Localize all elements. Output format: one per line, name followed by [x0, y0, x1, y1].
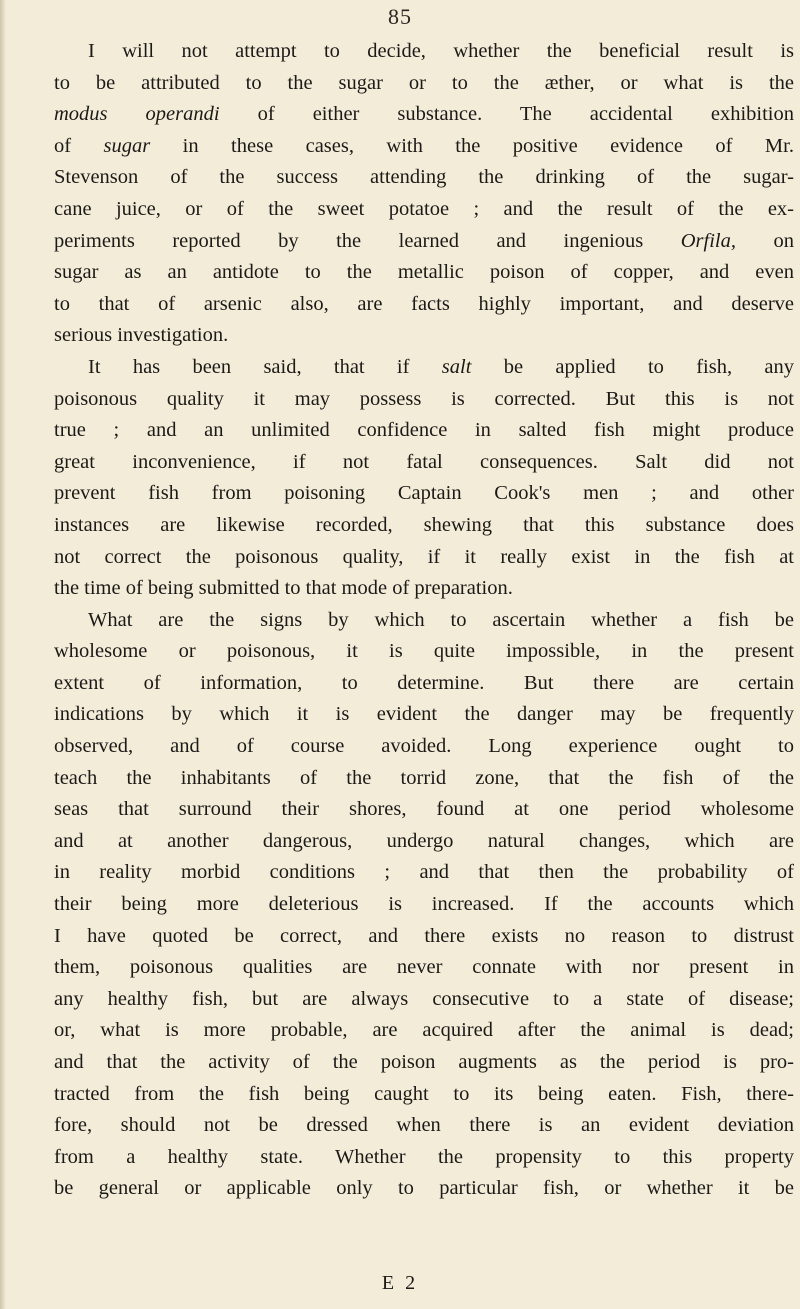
text-span: wholesome or poisonous, it is quite impossible, in the present [54, 640, 794, 663]
text-span: not correct the poisonous quality, if it really exist in the fish at [54, 545, 794, 568]
text-line [54, 162, 794, 194]
text-line [54, 510, 794, 542]
text-span: Stevenson of the success attending the drinking of the sugar- [54, 166, 794, 189]
text-line [54, 1142, 794, 1174]
text-span: cane juice, or of the sweet potatoe ; and the result of the ex- [54, 197, 794, 220]
text-span: to that of arsenic also, are facts highly important, and deserve [54, 292, 794, 315]
text-span: extent of information, to determine. But there are certain [54, 671, 794, 694]
text-span: periments reported by the learned and ingenious [54, 229, 681, 252]
text-line [54, 352, 794, 384]
text-line [54, 889, 794, 921]
italic-span: modus operandi [54, 103, 220, 126]
text-span: poisonous quality it may possess is corrected. But this is not [54, 387, 794, 410]
text-line [54, 1047, 794, 1079]
text-span: of [54, 134, 104, 157]
text-line [54, 289, 794, 321]
italic-span: sugar [103, 134, 151, 157]
text-span: their being more deleterious is increased. If the accounts which [54, 893, 794, 916]
text-line [54, 794, 794, 826]
text-line [54, 1079, 794, 1111]
italic-span: Orfila, [680, 229, 736, 252]
page-edge-shadow [0, 0, 6, 1309]
text-line [54, 226, 794, 258]
signature-mark: E 2 [381, 1272, 419, 1294]
text-line [54, 131, 794, 163]
text-span: teach the inhabitants of the torrid zone, that the fish of the [54, 766, 794, 789]
text-span: prevent fish from poisoning Captain Cook's men ; and other [54, 482, 794, 505]
text-line [54, 605, 794, 637]
text-span: tracted from the fish being caught to its being eaten. Fish, there- [54, 1082, 794, 1105]
text-line [54, 668, 794, 700]
text-span: from a healthy state. Whether the propensity to this property [54, 1145, 794, 1168]
text-span: seas that surround their shores, found at one period wholesome [54, 798, 794, 821]
text-line [54, 952, 794, 984]
text-line [54, 415, 794, 447]
text-line [54, 573, 794, 605]
text-line [54, 731, 794, 763]
text-line [54, 99, 794, 131]
text-line [54, 384, 794, 416]
text-span: instances are likewise recorded, shewing that this substance does [54, 513, 794, 536]
text-span: I will not attempt to decide, whether the beneficial result is [88, 40, 794, 62]
text-span: fore, should not be dressed when there is an evident deviation [54, 1114, 794, 1137]
text-span: serious investigation. [54, 324, 229, 347]
text-span: observed, and of course avoided. Long experience ought to [54, 735, 794, 758]
text-span: of either substance. The accidental exhibition [219, 103, 794, 126]
text-line [54, 478, 794, 510]
text-line [54, 921, 794, 953]
page-number: 85 [388, 4, 412, 29]
text-span: or, what is more probable, are acquired after the animal is dead; [54, 1019, 794, 1042]
text-span: be general or applicable only to particular fish, or whether it be [54, 1177, 794, 1200]
text-line [54, 763, 794, 795]
text-span: What are the signs by which to ascertain whether a fish be [88, 608, 794, 631]
text-span: and at another dangerous, undergo natural changes, which are [54, 829, 794, 852]
text-line [54, 699, 794, 731]
text-line [54, 257, 794, 289]
text-span: the time of being submitted to that mode of preparation. [54, 577, 513, 600]
text-line [54, 36, 794, 68]
text-span: in reality morbid conditions ; and that then the probability of [54, 861, 794, 884]
italic-span: salt [441, 355, 472, 378]
text-span: to be attributed to the sugar or to the æther, or what is the [54, 71, 794, 94]
text-span: sugar as an antidote to the metallic poison of copper, and even [54, 261, 794, 284]
text-span: be applied to fish, any [471, 355, 794, 378]
text-line [54, 857, 794, 889]
text-span: them, poisonous qualities are never connate with nor present in [54, 956, 794, 979]
text-line [54, 1173, 794, 1205]
text-line [54, 1110, 794, 1142]
text-line [54, 194, 794, 226]
text-span: It has been said, that if [88, 355, 442, 378]
text-line [54, 826, 794, 858]
text-line [54, 1015, 794, 1047]
text-span: great inconvenience, if not fatal consequences. Salt did not [54, 450, 794, 473]
text-line [54, 984, 794, 1016]
text-line [54, 320, 794, 352]
text-line [54, 636, 794, 668]
body-text [54, 36, 794, 1205]
text-span: indications by which it is evident the danger may be frequently [54, 703, 794, 726]
text-line [54, 68, 794, 100]
text-span: on [736, 229, 794, 252]
text-span: and that the activity of the poison augments as the period is pro- [54, 1051, 794, 1073]
text-line [54, 447, 794, 479]
text-span: true ; and an unlimited confidence in salted fish might produce [54, 419, 794, 442]
text-span: any healthy fish, but are always consecutive to a state of disease; [54, 987, 794, 1010]
text-line [54, 542, 794, 574]
text-span: in these cases, with the positive evidence of Mr. [150, 134, 794, 157]
text-span: I have quoted be correct, and there exists no reason to distrust [54, 924, 794, 947]
